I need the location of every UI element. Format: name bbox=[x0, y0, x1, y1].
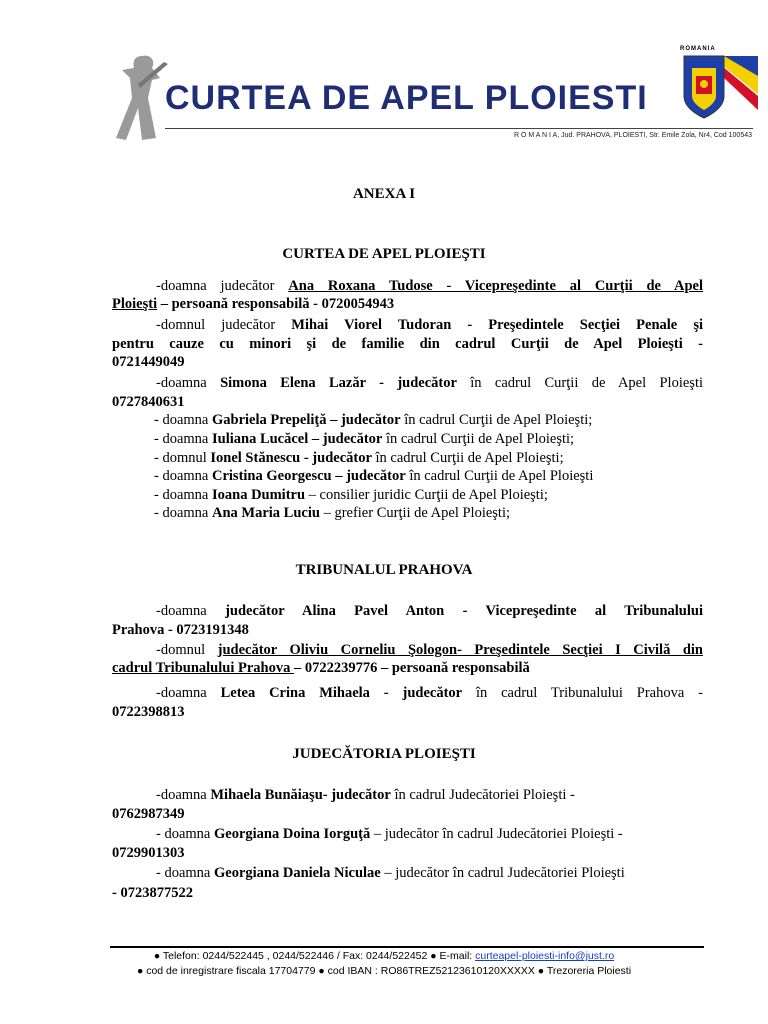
curtea-p2-line1: -domnul judecător Mihai Viorel Tudoran - Preşedintele Secţiei Penale şi bbox=[156, 317, 703, 333]
curtea-p1-line2: Ploieşti – persoană responsabilă - 0720054943 bbox=[112, 296, 395, 312]
judecatoria-r2-line1: - doamna Georgiana Doina Iorguţă – judecător în cadrul Judecătoriei Ploieşti - bbox=[156, 826, 623, 842]
curtea-p2-line3: 0721449049 bbox=[112, 354, 185, 370]
curtea-p6: - domnul Ionel Stănescu - judecător în cadrul Curţii de Apel Ploieşti; bbox=[154, 450, 564, 466]
tribunal-q3-line1: -doamna Letea Crina Mihaela - judecător în cadrul Tribunalului Prahova - bbox=[156, 685, 703, 701]
annex-title: ANEXA I bbox=[352, 186, 416, 202]
footer-fiscal: ● cod de inregistrare fiscala 17704779 ● cod IBAN : RO86TREZ52123610120XXXXX ● Trezoreria Ploiesti bbox=[136, 965, 632, 977]
footer-contact: ● Telefon: 0244/522445 , 0244/522446 / Fax: 0244/522452 ● E-mail: curteapel-ploiesti-info@just.ro bbox=[153, 950, 615, 962]
curtea-p5: - doamna Iuliana Lucăcel – judecător în cadrul Curţii de Apel Ploieşti; bbox=[154, 431, 575, 447]
curtea-p1-line1: -doamna judecător Ana Roxana Tudose - Vicepreşedinte al Curţii de Apel bbox=[156, 278, 703, 294]
judecatoria-r1-line2: 0762987349 bbox=[112, 806, 185, 822]
curtea-p7: - doamna Cristina Georgescu – judecător în cadrul Curţii de Apel Ploieşti bbox=[154, 468, 594, 484]
tribunal-q1-line2: Prahova - 0723191348 bbox=[112, 622, 249, 638]
tribunal-q2-line1: -domnul judecător Oliviu Corneliu Şologon- Preşedintele Secţiei I Civilă din bbox=[156, 642, 703, 658]
header-rule bbox=[165, 128, 753, 129]
judecatoria-r1-line1: -doamna Mihaela Bunăiaşu- judecător în cadrul Judecătoriei Ploieşti - bbox=[156, 787, 575, 803]
romania-crest bbox=[678, 46, 758, 122]
header-logo-figure bbox=[112, 48, 172, 148]
section-tribunal-title: TRIBUNALUL PRAHOVA bbox=[295, 562, 473, 578]
curtea-p9: - doamna Ana Maria Luciu – grefier Curţii de Apel Ploieşti; bbox=[154, 505, 511, 521]
court-title: CURTEA DE APEL PLOIESTI bbox=[165, 79, 648, 117]
tribunal-q1-line1: -doamna judecător Alina Pavel Anton - Vicepreşedinte al Tribunalului bbox=[156, 603, 703, 619]
tribunal-q2-line2: cadrul Tribunalului Prahova – 0722239776 – persoană responsabilă bbox=[112, 660, 530, 676]
section-curtea-title: CURTEA DE APEL PLOIEŞTI bbox=[282, 246, 486, 262]
header-address: R O M A N I A, Jud. PRAHOVA, PLOIESTI, Str. Emile Zola, Nr4, Cod 100543 bbox=[514, 132, 752, 139]
crest-label: ROMANIA bbox=[680, 46, 716, 52]
section-judecatoria-title: JUDECĂTORIA PLOIEŞTI bbox=[292, 746, 476, 762]
judecatoria-r3-line1: - doamna Georgiana Daniela Niculae – judecător în cadrul Judecătoriei Ploieşti bbox=[156, 865, 625, 881]
curtea-p8: - doamna Ioana Dumitru – consilier juridic Curţii de Apel Ploieşti; bbox=[154, 487, 548, 503]
judecatoria-r3-line2: - 0723877522 bbox=[112, 885, 193, 901]
footer-rule bbox=[110, 946, 704, 948]
curtea-p2-line2: pentru cauze cu minori şi de familie din cadrul Curţii de Apel Ploieşti - bbox=[112, 336, 703, 352]
footer-email-link[interactable]: curteapel-ploiesti-info@just.ro bbox=[475, 950, 615, 962]
tribunal-q3-line2: 0722398813 bbox=[112, 704, 185, 720]
judecatoria-r2-line2: 0729901303 bbox=[112, 845, 185, 861]
curtea-p3-line1: -doamna Simona Elena Lazăr - judecător în cadrul Curţii de Apel Ploieşti bbox=[156, 375, 703, 391]
curtea-p4: - doamna Gabriela Prepeliţă – judecător în cadrul Curţii de Apel Ploieşti; bbox=[154, 412, 593, 428]
curtea-p3-line2: 0727840631 bbox=[112, 394, 185, 410]
